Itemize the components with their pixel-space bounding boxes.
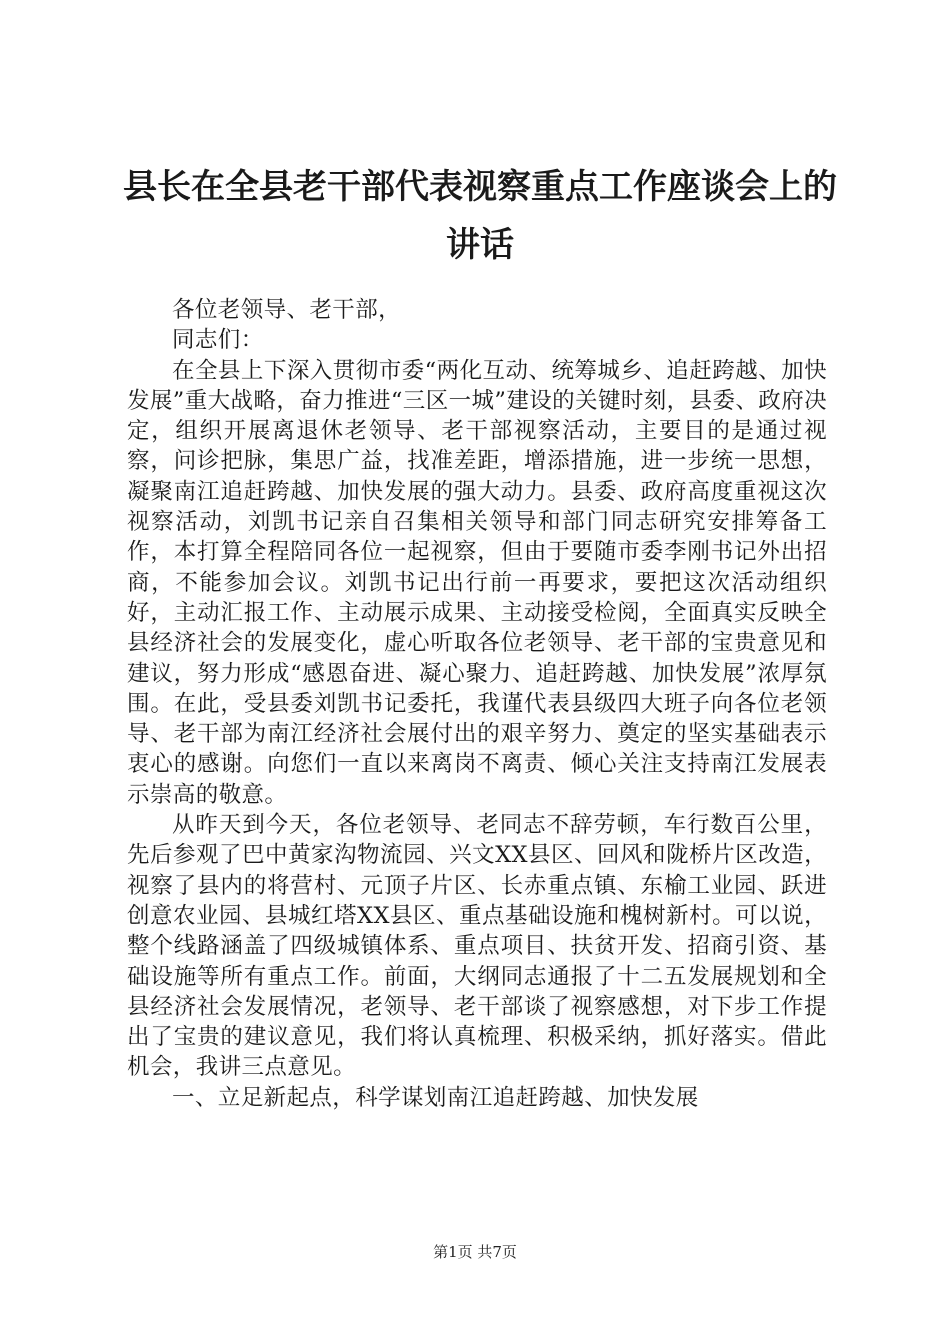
body-paragraph: 从昨天到今天，各位老领导、老同志不辞劳顿，车行数百公里，先后参观了巴中黄家沟物流园、兴文XX县区、回风和陇桥片区改造，视察了县内的将营村、元顶子片区、长赤重点镇、东榆工业园、跃进创意农业园、县城红塔XX县区、重点基础设施和槐树新村。可以说，整个线路涵盖了四级城镇体系、重点项目、扶贫开发、招商引资、基础设施等所有重点工作。前面，大纲同志通报了十二五发展规划和全县经济社会发展情况，老领导、老干部谈了视察感想，对下步工作提出了宝贵的建议意见，我们将认真梳理、积极采纳，抓好落实。借此机会，我讲三点意见。 [127,812,827,1081]
salutation-comrades: 同志们： [172,327,264,354]
page-number-footer: 第1页 共7页 [433,1243,517,1261]
salutation-leaders: 各位老领导、老干部， [172,297,402,323]
body-paragraph: 在全县上下深入贯彻市委“两化互动、统筹城乡、追赶跨越、加快发展”重大战略，奋力推进“三区一城”建设的关键时刻，县委、政府决定，组织开展离退休老领导、老干部视察活动，主要目的是通过视察，问诊把脉，集思广益，找准差距，增添措施，进一步统一思想，凝聚南江追赶跨越、加快发展的强大动力。县委、政府高度重视这次视察活动，刘凯书记亲自召集相关领导和部门同志研究安排筹备工作，本打算全程陪同各位一起视察，但由于要随市委李刚书记外出招商，不能参加会议。刘凯书记出行前一再要求，要把这次活动组织好，主动汇报工作、主动展示成果、主动接受检阅，全面真实反映全县经济社会的发展变化，虚心听取各位老领导、老干部的宝贵意见和建议，努力形成“感恩奋进、凝心聚力、追赶跨越、加快发展”浓厚氛围。在此，受县委刘凯书记委托，我谨代表县级四大班子向各位老领导、老干部为南江经济社会展付出的艰辛努力、奠定的坚实基础表示衷心的感谢。向您们一直以来离岗不离责、倾心关注支持南江发展表示崇高的敬意。 [127,357,827,808]
document-body [127,295,827,1113]
section-heading: 一、立足新起点，科学谋划南江追赶跨越、加快发展 [172,1084,699,1111]
document-title: 县长在全县老干部代表视察重点工作座谈会上的讲话 [123,167,837,265]
